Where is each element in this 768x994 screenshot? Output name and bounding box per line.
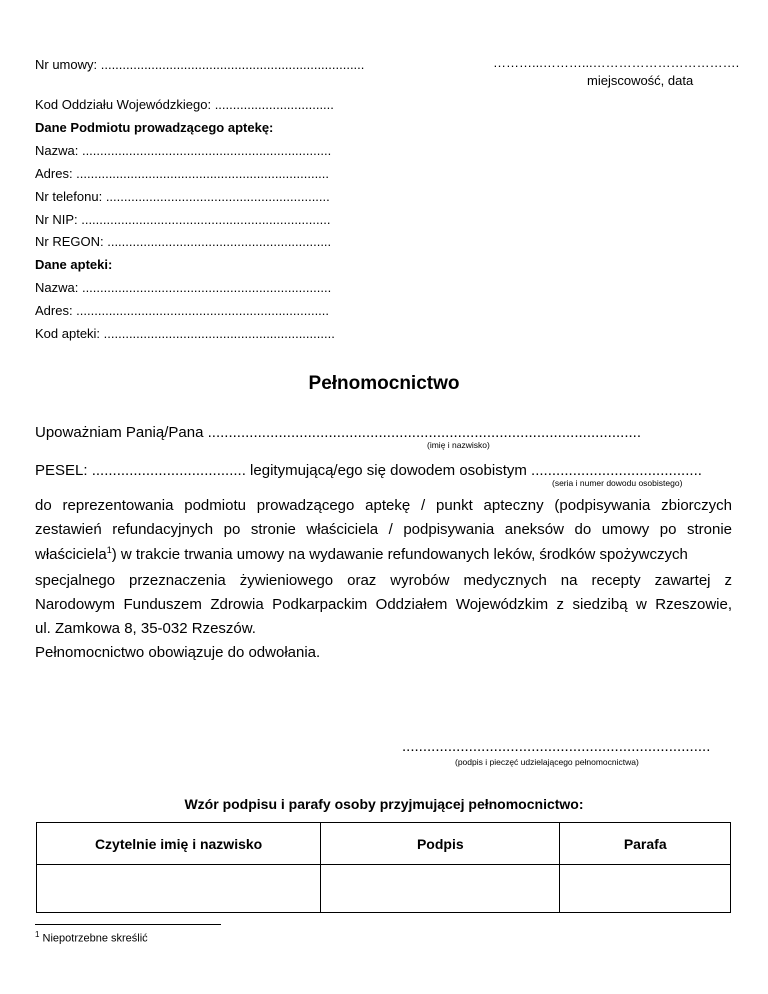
place-date-label: miejscowość, data bbox=[587, 73, 694, 88]
initials-cell[interactable] bbox=[560, 865, 731, 913]
body-line-4: specjalnego przeznaczenia żywieniowego oraz wyrobów medycznych na recepty zawartej z bbox=[35, 572, 732, 589]
pharmacy-address-field: Adres: ...................................................................... bbox=[35, 303, 330, 318]
entity-name-field: Nazwa: ..................................................................... bbox=[35, 143, 332, 158]
specimen-table bbox=[36, 822, 731, 913]
footnote-reference: 1 bbox=[106, 545, 112, 555]
body-line-1: do reprezentowania podmiotu prowadzącego aptekę / punkt apteczny (podpisywania zbiorczych bbox=[35, 497, 732, 514]
footnote-divider bbox=[35, 924, 221, 925]
contract-number-field: Nr umowy: ......................................................................... bbox=[35, 57, 365, 72]
pharmacy-name-field: Nazwa: ..................................................................... bbox=[35, 280, 332, 295]
pharmacy-code-field: Kod apteki: ................................................................ bbox=[35, 326, 335, 341]
column-full-name: Czytelnie imię i nazwisko bbox=[37, 823, 321, 865]
specimen-heading: Wzór podpisu i parafy osoby przyjmującej pełnomocnictwo: bbox=[184, 796, 584, 812]
authorized-person-line: Upoważniam Panią/Pana ........................................................................................................ bbox=[35, 424, 642, 441]
body-line-3 bbox=[35, 545, 732, 563]
pesel-line: PESEL: ..................................... legitymującą/ego się dowodem osobistym ......................................... bbox=[35, 462, 702, 479]
footnote-mark: 1 bbox=[35, 930, 40, 939]
signature-dots: .......................................................................... bbox=[402, 738, 711, 755]
branch-code-field: Kod Oddziału Wojewódzkiego: ................................. bbox=[35, 97, 334, 112]
signature-cell[interactable] bbox=[321, 865, 560, 913]
pharmacy-heading: Dane apteki: bbox=[35, 257, 113, 272]
name-caption: (imię i nazwisko) bbox=[427, 440, 490, 450]
footnote-text: Niepotrzebne skreślić bbox=[42, 932, 148, 945]
column-initials: Parafa bbox=[560, 823, 731, 865]
body-line-2: zestawień refundacyjnych po stronie właściciela / podpisywania aneksów do umowy po stronie bbox=[35, 521, 732, 538]
page-title: Pełnomocnictwo bbox=[308, 373, 460, 394]
column-signature: Podpis bbox=[321, 823, 560, 865]
nip-field: Nr NIP: ..................................................................... bbox=[35, 212, 331, 227]
id-caption: (seria i numer dowodu osobistego) bbox=[552, 478, 683, 488]
entity-heading: Dane Podmiotu prowadzącego aptekę: bbox=[35, 120, 274, 135]
body-line-5: Narodowym Funduszem Zdrowia Podkarpackim Oddziałem Wojewódzkim z siedzibą w Rzeszowie, bbox=[35, 596, 732, 613]
body-line-3a: właściciela bbox=[35, 546, 107, 563]
full-name-cell[interactable] bbox=[37, 865, 321, 913]
specimen-header-row bbox=[37, 823, 731, 865]
signature-caption: (podpis i pieczęć udzielającego pełnomocnictwa) bbox=[455, 757, 639, 767]
entity-address-field: Adres: ...................................................................... bbox=[35, 166, 330, 181]
regon-field: Nr REGON: .............................................................. bbox=[35, 234, 332, 249]
body-line-3b: ) w trakcie trwania umowy na wydawanie refundowanych leków, środków spożywczych bbox=[111, 546, 688, 563]
body-line-6: ul. Zamkowa 8, 35-032 Rzeszów. bbox=[35, 620, 256, 637]
footnote bbox=[35, 930, 148, 945]
specimen-entry-row bbox=[37, 865, 731, 913]
validity-statement: Pełnomocnictwo obowiązuje do odwołania. bbox=[35, 644, 321, 661]
phone-field: Nr telefonu: .............................................................. bbox=[35, 189, 330, 204]
place-date-dots: ………...………...……………………………. bbox=[493, 55, 740, 70]
